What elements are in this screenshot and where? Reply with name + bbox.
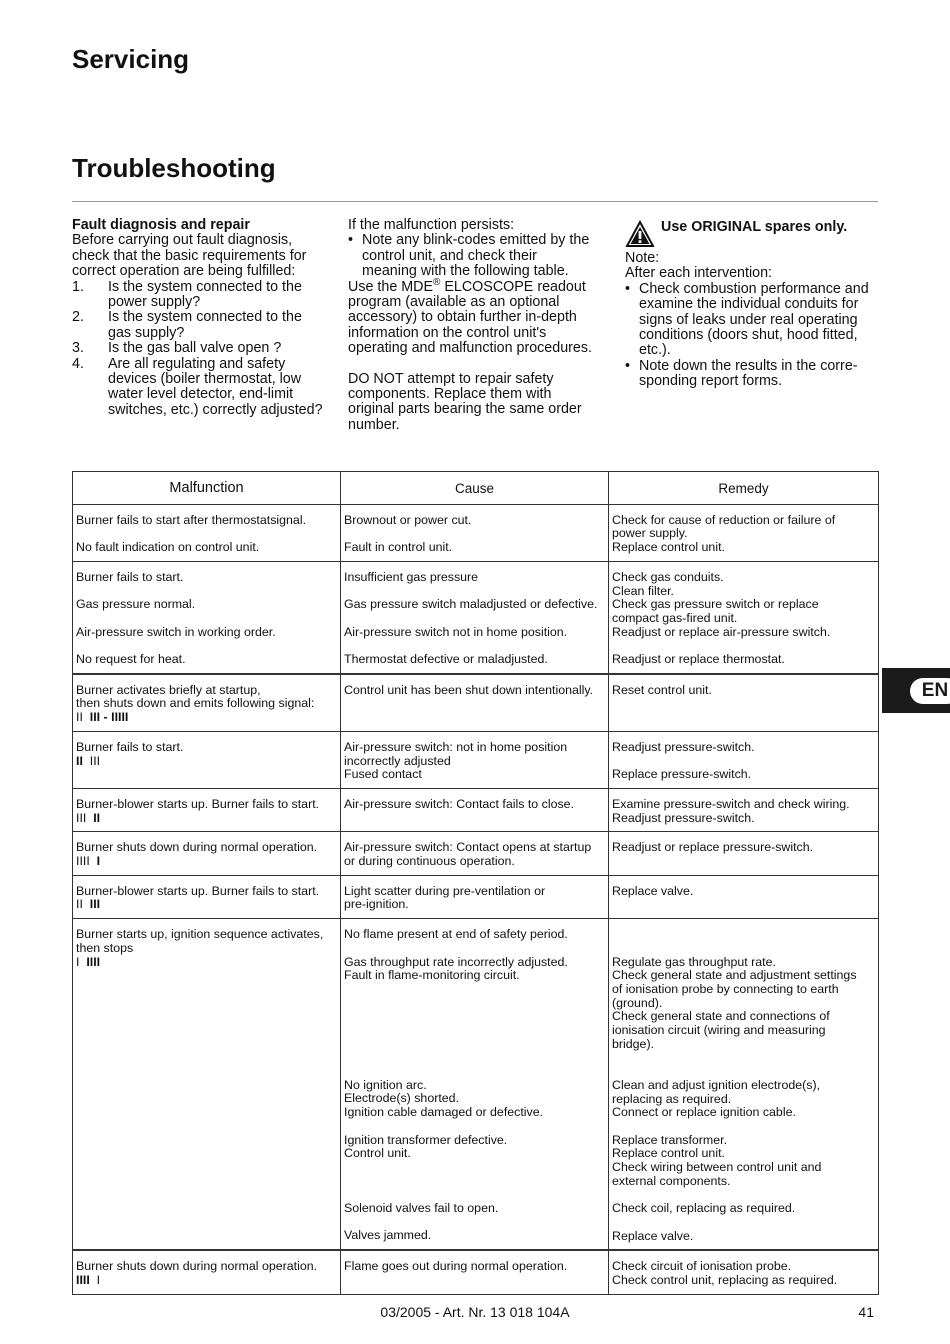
page-number: 41 — [858, 1304, 874, 1320]
malfunction-cell — [73, 731, 341, 788]
cell-line — [344, 1188, 605, 1202]
cell-line: then stops — [76, 940, 134, 955]
after-intervention-text: After each intervention: — [625, 265, 773, 282]
remedy-cell — [609, 561, 879, 673]
cell-line: Replace control unit. — [612, 540, 725, 555]
table-row — [73, 875, 879, 918]
cell-line: Check coil, replacing as required. — [612, 1201, 796, 1216]
cell-line: Readjust or replace thermostat. — [612, 652, 785, 667]
cell-line: Burner activates briefly at startup, — [76, 682, 261, 697]
cell-line: power supply. — [612, 526, 688, 541]
cell-line — [612, 1051, 875, 1065]
signal-code: I — [89, 1272, 101, 1287]
cell-line — [76, 711, 337, 725]
cell-line — [344, 1010, 605, 1024]
cell-line: Control unit. — [344, 1146, 411, 1161]
cell-line — [76, 612, 337, 626]
table-row — [73, 561, 879, 673]
cell-line — [344, 1120, 605, 1134]
checklist-item: 4. Are all regulating and safety devices (boiler thermostat, low water level detector, end-limit switches, etc.) correctly adjusted? — [72, 355, 323, 418]
malfunction-cell — [73, 788, 341, 831]
cell-line: (ground). — [612, 995, 663, 1010]
cell-line: Reset control unit. — [612, 682, 712, 697]
malfunction-cell — [73, 832, 341, 875]
signal-code: III — [89, 897, 101, 912]
cell-line — [76, 1274, 337, 1288]
cell-line: Air-pressure switch not in home position. — [344, 624, 568, 639]
fault-diagnosis-text — [72, 233, 334, 279]
cell-line — [76, 755, 337, 769]
safety-repair-warning: DO NOT attempt to repair safety components. Replace them with original parts bearing the same order number. — [348, 370, 582, 433]
cell-line — [612, 928, 875, 942]
cell-line — [76, 956, 337, 970]
malfunction-cell — [73, 674, 341, 732]
cell-line: Brownout or power cut. — [344, 512, 472, 527]
cell-line: No fault indication on control unit. — [76, 540, 260, 555]
cell-line: Fault in control unit. — [344, 540, 453, 555]
signal-code: II — [76, 753, 83, 768]
cell-line: incorrectly adjusted — [344, 753, 451, 768]
cell-line: Burner fails to start. — [76, 739, 184, 754]
cell-line: Check for cause of reduction or failure of — [612, 512, 836, 527]
page-title: Troubleshooting — [72, 153, 276, 183]
cell-line: ionisation circuit (wiring and measuring — [612, 1023, 826, 1038]
intro-column-3 — [625, 218, 877, 390]
cell-line: Air-pressure switch: Contact fails to close. — [344, 796, 574, 811]
cell-line: Valves jammed. — [344, 1228, 432, 1243]
cell-line: Replace transformer. — [612, 1132, 728, 1147]
language-tab — [882, 668, 950, 713]
signal-code: II — [76, 710, 90, 725]
cell-line: Readjust or replace air-pressure switch. — [612, 624, 831, 639]
cause-cell — [341, 919, 609, 1251]
cell-line: Gas pressure normal. — [76, 597, 196, 612]
footer-doc-ref: 03/2005 - Art. Nr. 13 018 104A — [380, 1304, 570, 1320]
intervention-list — [625, 282, 877, 390]
cell-line — [344, 527, 605, 541]
cell-line: Control unit has been shut down intentionally. — [344, 682, 594, 697]
cell-line — [344, 983, 605, 997]
cell-line: Burner shuts down during normal operation. — [76, 1259, 318, 1274]
cell-line: Burner starts up, ignition sequence activates, — [76, 927, 324, 942]
signal-code: I — [76, 954, 87, 969]
cell-line: Replace valve. — [612, 1228, 694, 1243]
checklist-item: 1. Is the system connected to the power supply? — [72, 278, 302, 311]
cell-line: Check control unit, replacing as required. — [612, 1272, 838, 1287]
cell-line: Fault in flame-monitoring circuit. — [344, 968, 520, 983]
cell-line: Readjust pressure-switch. — [612, 810, 755, 825]
table-header-row — [73, 472, 879, 505]
cause-cell — [341, 561, 609, 673]
cell-line: Burner fails to start after thermostatsignal. — [76, 512, 307, 527]
cell-line — [344, 1175, 605, 1189]
cause-cell — [341, 875, 609, 918]
checklist-item: 3. Is the gas ball valve open ? — [72, 340, 282, 357]
cell-line: Clean and adjust ignition electrode(s), — [612, 1077, 821, 1092]
intro-line: Before carrying out fault diagnosis, — [72, 232, 293, 249]
cell-line: then shuts down and emits following signal: — [76, 696, 315, 711]
cell-line: No ignition arc. — [344, 1077, 427, 1092]
header-remedy: Remedy — [609, 472, 879, 505]
remedy-cell — [609, 504, 879, 561]
cell-line — [76, 527, 337, 541]
cell-line: Air-pressure switch: not in home position — [344, 739, 568, 754]
cell-line: Check wiring between control unit and — [612, 1160, 822, 1175]
intro-line: check that the basic requirements for — [72, 247, 307, 264]
cell-line — [612, 1216, 875, 1230]
cell-line: Air-pressure switch in working order. — [76, 624, 276, 639]
table-row — [73, 919, 879, 1251]
cell-line — [344, 639, 605, 653]
cell-line: of ionisation probe by connecting to earth — [612, 981, 839, 996]
cell-line: Ignition cable damaged or defective. — [344, 1105, 544, 1120]
cell-line — [344, 1024, 605, 1038]
table-row — [73, 504, 879, 561]
cell-line: Fused contact — [344, 767, 422, 782]
signal-code: III — [76, 810, 94, 825]
cell-line: Check gas pressure switch or replace — [612, 597, 819, 612]
malfunction-cell — [73, 919, 341, 1251]
cell-line: Insufficient gas pressure — [344, 569, 479, 584]
cell-line — [344, 1065, 605, 1079]
table-row — [73, 674, 879, 732]
section-heading: Servicing — [72, 44, 190, 74]
cell-line: No flame present at end of safety period. — [344, 927, 568, 942]
cell-line — [612, 1065, 875, 1079]
table-row — [73, 1250, 879, 1294]
cell-line — [344, 1161, 605, 1175]
cell-line: Burner fails to start. — [76, 569, 184, 584]
note-label: Note: — [625, 250, 660, 266]
cell-line — [344, 1216, 605, 1230]
intro-column-2 — [348, 218, 610, 433]
signal-code: IIII — [76, 1272, 90, 1287]
malfunction-cell — [73, 875, 341, 918]
cell-line — [344, 612, 605, 626]
cell-line: Gas pressure switch maladjusted or defective. — [344, 597, 598, 612]
elcoscope-text: Use the MDE® ELCOSCOPE readout program (available as an optional accessory) to obtain further in-depth information on the control unit's operating and malfunction procedures. — [348, 276, 592, 357]
cell-line: Replace control unit. — [612, 1146, 725, 1161]
cell-line: replacing as required. — [612, 1091, 732, 1106]
cell-line: Flame goes out during normal operation. — [344, 1259, 568, 1274]
header-cause: Cause — [341, 472, 609, 505]
cell-line: Check gas conduits. — [612, 569, 724, 584]
cell-line: Thermostat defective or maladjusted. — [344, 651, 548, 666]
table-row — [73, 731, 879, 788]
signal-code: III - IIIII — [89, 710, 129, 725]
cell-line: Readjust pressure-switch. — [612, 739, 755, 754]
blink-code-item: • Note any blink-codes emitted by the control unit, and check their meaning with the following table. — [348, 233, 610, 279]
fault-diagnosis-heading: Fault diagnosis and repair — [72, 217, 250, 233]
cause-cell — [341, 674, 609, 732]
cell-line: Check general state and connections of — [612, 1009, 830, 1024]
cell-line — [344, 1038, 605, 1052]
cell-line — [612, 639, 875, 653]
title-divider — [72, 201, 878, 202]
cell-line — [344, 942, 605, 956]
cell-line: No request for heat. — [76, 651, 186, 666]
header-malfunction: Malfunction — [73, 472, 341, 505]
intro-column-1 — [72, 218, 334, 418]
remedy-cell — [609, 674, 879, 732]
troubleshooting-table — [72, 471, 879, 1295]
checklist-item: 2. Is the system connected to the gas supply? — [72, 309, 302, 341]
malfunction-cell — [73, 1250, 341, 1294]
remedy-cell — [609, 1250, 879, 1294]
cell-line: external components. — [612, 1173, 731, 1188]
cell-line — [612, 1120, 875, 1134]
cell-line: compact gas-fired unit. — [612, 610, 738, 625]
remedy-cell — [609, 919, 879, 1251]
cell-line: Check circuit of ionisation probe. — [612, 1259, 792, 1274]
cell-line: Replace pressure-switch. — [612, 767, 752, 782]
cell-line: Air-pressure switch: Contact opens at startup — [344, 840, 592, 855]
cell-line — [612, 1188, 875, 1202]
cell-line: Gas throughput rate incorrectly adjusted. — [344, 954, 568, 969]
table-row — [73, 788, 879, 831]
signal-code: I — [96, 854, 101, 869]
language-label: EN — [910, 678, 950, 704]
cell-line: Light scatter during pre-ventilation or — [344, 883, 546, 898]
cell-line — [612, 755, 875, 769]
remedy-cell — [609, 731, 879, 788]
cause-cell — [341, 1250, 609, 1294]
cell-line: Solenoid valves fail to open. — [344, 1201, 499, 1216]
remedy-cell — [609, 832, 879, 875]
intervention-item: • Note down the results in the corre- sponding report forms. — [625, 359, 877, 390]
warning-triangle-icon — [625, 220, 655, 248]
remedy-cell — [609, 788, 879, 831]
cell-line: Regulate gas throughput rate. — [612, 954, 776, 969]
cell-line: Burner-blower starts up. Burner fails to start. — [76, 883, 320, 898]
cell-line: Examine pressure-switch and check wiring. — [612, 796, 850, 811]
cause-cell — [341, 731, 609, 788]
cell-line: or during continuous operation. — [344, 854, 515, 869]
checklist — [72, 280, 334, 419]
cell-line: Ignition transformer defective. — [344, 1132, 508, 1147]
cell-line: Readjust or replace pressure-switch. — [612, 840, 814, 855]
cell-line: Check general state and adjustment settings — [612, 968, 857, 983]
cell-line: Replace valve. — [612, 883, 694, 898]
malfunction-cell — [73, 504, 341, 561]
original-spares-text: Use ORIGINAL spares only. — [661, 219, 848, 235]
cell-line: Electrode(s) shorted. — [344, 1091, 460, 1106]
malfunction-persists-text: If the malfunction persists: — [348, 217, 515, 233]
cause-cell — [341, 504, 609, 561]
table-row — [73, 832, 879, 875]
cell-line — [612, 942, 875, 956]
cell-line — [76, 812, 337, 826]
remedy-cell — [609, 875, 879, 918]
malfunction-cell — [73, 561, 341, 673]
signal-code: III — [82, 753, 101, 768]
cell-line: bridge). — [612, 1036, 655, 1051]
cell-line — [76, 898, 337, 912]
cell-line: Burner-blower starts up. Burner fails to start. — [76, 796, 320, 811]
signal-code: IIII — [76, 854, 97, 869]
signal-code: II — [76, 897, 90, 912]
cell-line — [76, 585, 337, 599]
blink-code-list — [348, 233, 610, 279]
cell-line: Clean filter. — [612, 583, 674, 598]
cell-line: Burner shuts down during normal operation. — [76, 840, 318, 855]
cell-line — [344, 585, 605, 599]
signal-code: II — [93, 810, 101, 825]
cause-cell — [341, 832, 609, 875]
signal-code: IIII — [86, 954, 101, 969]
cell-line — [76, 639, 337, 653]
cell-line — [76, 855, 337, 869]
cell-line — [344, 1051, 605, 1065]
intro-line: correct operation are being fulfilled: — [72, 263, 296, 280]
cell-line: pre-ignition. — [344, 897, 409, 912]
cause-cell — [341, 788, 609, 831]
cell-line: Connect or replace ignition cable. — [612, 1105, 796, 1120]
original-spares-warning — [625, 218, 877, 251]
intervention-item: • Check combustion performance and examine the individual conduits for signs of leaks under real operating conditions (doors shut, hood fitted, etc.). — [625, 282, 877, 359]
cell-line — [344, 997, 605, 1011]
